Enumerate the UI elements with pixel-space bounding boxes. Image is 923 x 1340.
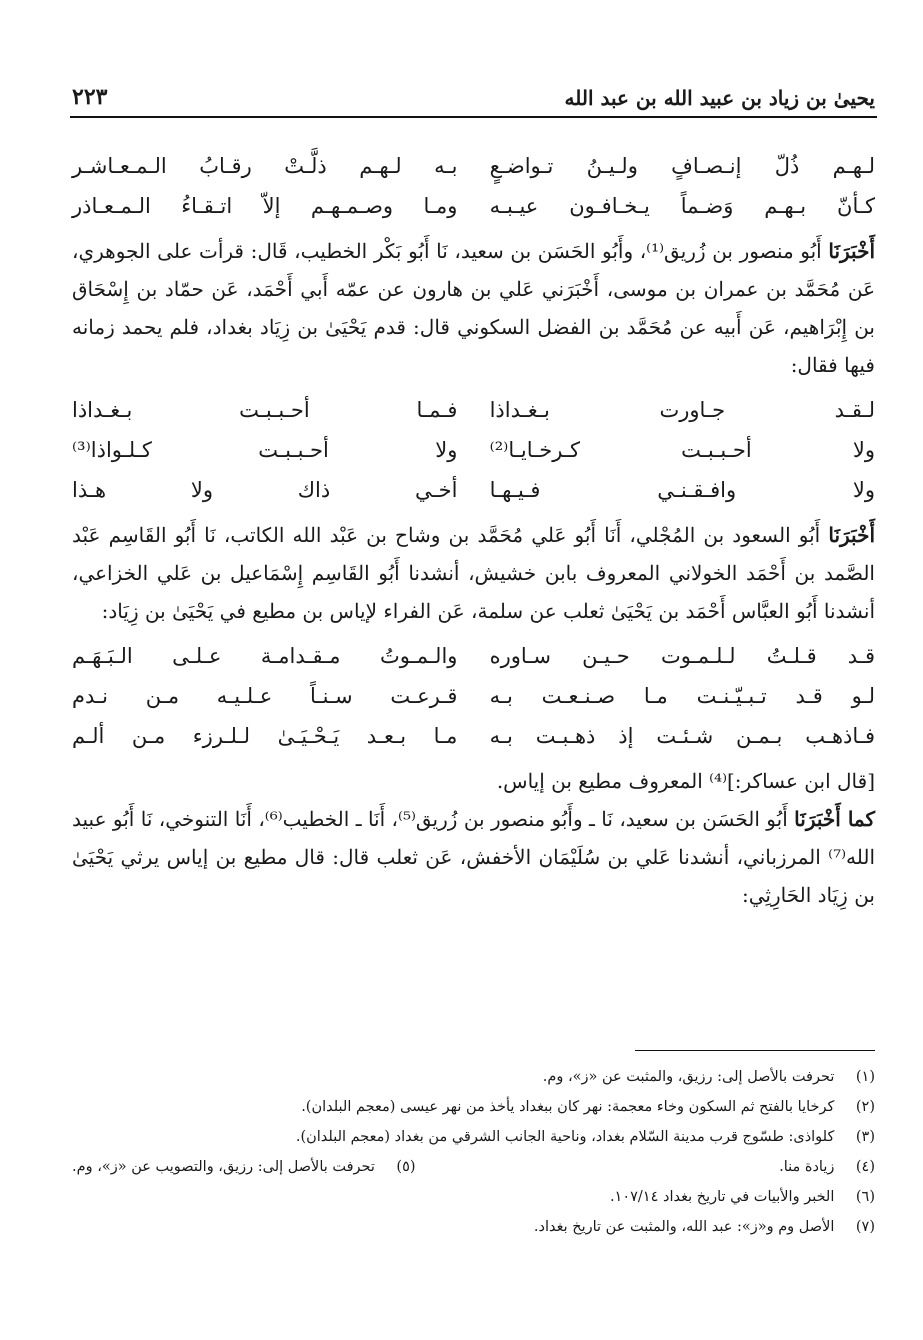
- main-text: [72, 140, 875, 914]
- footnote-text: الأصل وم و«ز»: عبد الله، والمثبت عن تاريخ بغداد.: [533, 1219, 835, 1235]
- footnote-text: كرخايا بالفتح ثم السكون وخاء معجمة: نهر كان ببغداد يأخذ من نهر عيسى (معجم البلدان).: [301, 1099, 835, 1115]
- footnote-number: (٤): [855, 1159, 875, 1175]
- verse-first-hemistich: لـو قـد تـبـيّـنـت مـا صـنـعـت بـه: [489, 684, 875, 708]
- running-title: يحيىٰ بن زياد بن عبيد الله بن عبد الله: [564, 86, 875, 110]
- narration-lead: أَخْبَرَنَا: [828, 523, 875, 547]
- running-head: [72, 70, 875, 110]
- verse-line: [72, 716, 875, 756]
- page-number: ٢٢٣: [72, 84, 108, 110]
- verse-first-hemistich: ولا وافـقـنـي فـيـهـا: [489, 478, 875, 502]
- paragraph-1: [72, 232, 875, 384]
- narration-lead: كما أَخْبَرَنَا: [794, 807, 875, 831]
- footnote: [72, 1182, 875, 1212]
- narration-lead: أَخْبَرَنَا: [828, 239, 875, 263]
- verse-first-hemistich: كـأنّ بـهـم وَضـماً يـخـافـون عيـبـه: [489, 194, 875, 218]
- verse-line: [72, 676, 875, 716]
- verse-first-hemistich: لـقـد جـاورت بـغـداذا: [489, 398, 875, 422]
- footnote-text: كلواذى: طسّوج قرب مدينة السّلام بغداد، وناحية الجانب الشرقي من بغداد (معجم البلدان).: [295, 1129, 835, 1145]
- footnote-number: (٢): [855, 1099, 875, 1115]
- verse-second-hemistich: ومـا وصـمـهـم إلاّ اتـقـاءُ الـمـعـاذر: [72, 194, 458, 218]
- verse-line: [72, 146, 875, 186]
- footnote: [72, 1152, 416, 1182]
- footnote: [72, 1062, 875, 1092]
- footnote: [72, 1092, 875, 1122]
- poem-2: [72, 390, 875, 510]
- verse-line: [72, 186, 875, 226]
- footnote-number: (٦): [855, 1189, 875, 1205]
- footnote-text: تحرفت بالأصل إلى: رزيق، والتصويب عن «ز»، وم.: [72, 1159, 375, 1175]
- footnote: [72, 1122, 875, 1152]
- verse-second-hemistich: ولا أحـبـبـت كـلـواذا⁽³⁾: [72, 438, 458, 462]
- poem-3: [72, 636, 875, 756]
- verse-line: [72, 636, 875, 676]
- paragraph-text: أَبُو الحَسَن بن سعيد، نَا ـ وأَبُو منصور بن زُريق⁽⁵⁾، أَنَا ـ الخطيب⁽⁶⁾، أَنَا التنوخي، نَا أَبُو عبيد الله⁽⁷⁾ المرزباني، أنشدنا عَلي بن سُلَيْمَان الأخفش، عَن ثعلب قال: قال مطيع بن إياس يرثي يَحْيَىٰ بن زِيَاد الحَارِثِي:: [72, 807, 875, 907]
- paragraph-2: [72, 516, 875, 630]
- editor-note: [قال ابن عساكر:]⁽⁴⁾ المعروف مطيع بن إياس.: [496, 769, 875, 793]
- footnote-number: (٣): [855, 1129, 875, 1145]
- footnote: [779, 1152, 875, 1182]
- footnote-text: زيادة منا.: [779, 1159, 835, 1175]
- verse-second-hemistich: أخـي ذاك ولا هـذا: [72, 478, 458, 502]
- verse-first-hemistich: فـاذهـب بـمـن شـئـت إذ ذهـبـت بـه: [489, 724, 875, 748]
- paragraph-text: أَبُو السعود بن المُجْلي، أَنَا أَبُو عَلي مُحَمَّد بن وشاح بن عَبْد الله الكاتب، نَا أَبُو القَاسِم عَبْد الصَّمد بن أَحْمَد الخولاني المعروف بابن خشيش، أنشدنا أَبُو القَاسِم إِسْمَاعيل بن عَلي الخزاعي، أنشدنا أَبُو العبَّاس أَحْمَد بن يَحْيَىٰ ثعلب عن سلمة، عَن الفراء لإياس بن مطيع في يَحْيَىٰ بن زِيَاد:: [72, 523, 875, 623]
- footnotes: [72, 1062, 875, 1242]
- verse-second-hemistich: قـرعـت سـنـاً عـلـيـه مـن نـدم: [72, 684, 458, 708]
- footnote-text: الخبر والأبيات في تاريخ بغداد ١٠٧/١٤.: [609, 1189, 835, 1205]
- verse-first-hemistich: لـهـم ذُلّ إنـصـافٍ ولـيـنُ تـواضـعٍ: [489, 154, 875, 178]
- footnote-number: (٥): [396, 1159, 416, 1175]
- verse-second-hemistich: مـا بـعـد يَـحْـيَـىٰ لـلـرزء مـن ألـم: [72, 724, 458, 748]
- paragraph-3: [72, 800, 875, 914]
- verse-line: [72, 390, 875, 430]
- verse-line: [72, 430, 875, 470]
- verse-first-hemistich: قـد قـلـتُ لـلـمـوت حـيـن سـاوره: [489, 644, 875, 668]
- paragraph-text: أَبُو منصور بن زُريق⁽¹⁾، وأَبُو الحَسَن بن سعيد، نَا أَبُو بَكْر الخطيب، قَال: قرأت على الجوهري، عَن مُحَمَّد بن عمران بن موسى، أَخْبَرَني عَلي بن هارون عن عمّه أَبي أَحْمَد، عَن حمّاد بن إِسْحَاق بن إِبْرَاهيم، عَن أَبيه عن مُحَمَّد بن الفضل السكوني قال: قدم يَحْيَىٰ بن زِيَاد بغداد، فلم يحمد زمانه فيها فقال:: [72, 239, 875, 377]
- verse-second-hemistich: والـمـوتُ مـقـدامـة عـلـى الـبَـهَـم: [72, 644, 458, 668]
- verse-line: [72, 470, 875, 510]
- footnote: [72, 1212, 875, 1242]
- footnote-text: تحرفت بالأصل إلى: رزيق، والمثبت عن «ز»، وم.: [542, 1069, 835, 1085]
- footnote-row: [72, 1152, 875, 1182]
- header-rule: [70, 116, 877, 118]
- verse-second-hemistich: بـه لـهـم ذلَّـتْ رقـابُ الـمـعـاشـر: [72, 154, 458, 178]
- verse-first-hemistich: ولا أحـبـبـت كـرخـايـا⁽²⁾: [489, 438, 875, 462]
- footnote-number: (١): [855, 1069, 875, 1085]
- verse-second-hemistich: فـمـا أحـبـبـت بـغـداذا: [72, 398, 458, 422]
- poem-1: [72, 146, 875, 226]
- footnote-rule: [635, 1050, 875, 1051]
- footnote-number: (٧): [855, 1219, 875, 1235]
